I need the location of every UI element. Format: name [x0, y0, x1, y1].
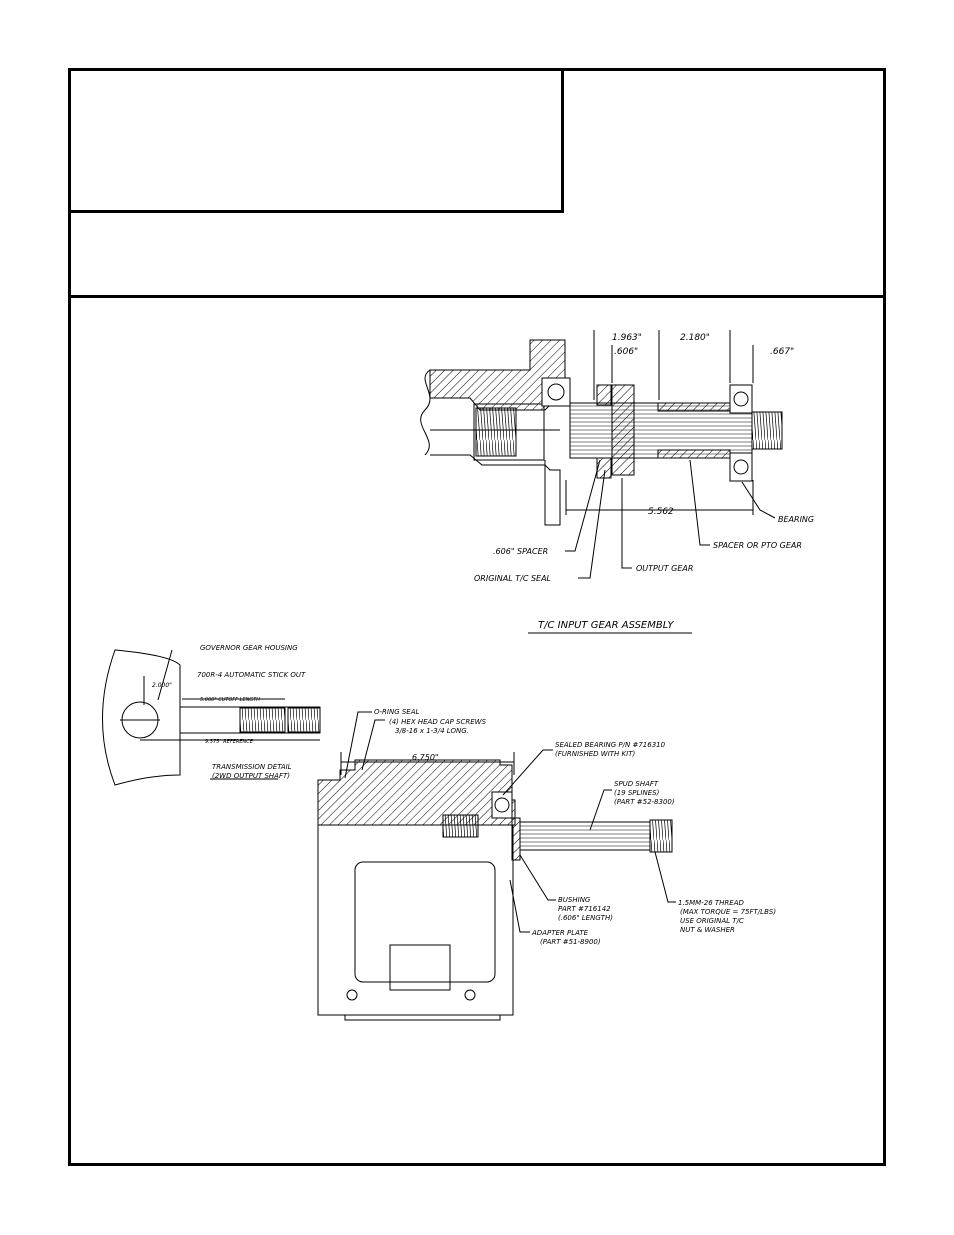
callout-spacer-606: .606" SPACER [493, 547, 549, 556]
dim-6750: 6.750" [412, 753, 439, 762]
bushing [512, 818, 520, 860]
dim-2180: 2.180" [680, 333, 710, 343]
cap-screws-line1: (4) HEX HEAD CAP SCREWS [389, 718, 487, 726]
upper-spacer-bottom [658, 450, 730, 458]
spud-shaft-thread [650, 820, 672, 852]
adapter-top-flange [318, 760, 515, 825]
dim-1963: 1.963" [612, 333, 642, 343]
caption-tc-input-gear: T/C INPUT GEAR ASSEMBLY [538, 620, 674, 631]
thread-line1: 1.5MM-26 THREAD [678, 899, 744, 907]
spud-shaft-line1: SPUD SHAFT [614, 780, 659, 788]
internal-gear [443, 815, 478, 837]
dim-667: .667" [770, 347, 795, 357]
upper-right-bearing-bottom [730, 453, 752, 481]
spud-shaft [520, 822, 650, 850]
sealed-bearing-line1: SEALED BEARING P/N #716310 [555, 741, 666, 749]
callout-spacer-pto: SPACER OR PTO GEAR [713, 541, 802, 550]
dim-2000: 2.000" [152, 682, 172, 689]
thread-line4: NUT & WASHER [680, 926, 735, 934]
output-shaft-end [288, 708, 320, 732]
sealed-bearing-line2: (FURNISHED WITH KIT) [555, 750, 636, 758]
dim-606: .606" [614, 347, 639, 357]
adapter-inner-box [390, 945, 450, 990]
upper-seal [597, 385, 611, 405]
bushing-line1: BUSHING [558, 896, 591, 904]
upper-thread-end [752, 412, 782, 449]
adapter-plate-line1: ADAPTER PLATE [532, 929, 589, 937]
thread-line2: (MAX TORQUE = 75FT/LBS) [680, 908, 777, 916]
thread-line3: USE ORIGINAL T/C [680, 917, 744, 925]
governor-housing-outline [103, 650, 181, 785]
upper-assembly [421, 330, 782, 633]
upper-housing-lower [430, 455, 560, 525]
transmission-caption-1: TRANSMISSION DETAIL [212, 763, 292, 771]
adapter-body [318, 825, 513, 1015]
output-shaft-splines [240, 708, 285, 732]
callout-tc-seal: ORIGINAL T/C SEAL [474, 574, 552, 583]
upper-left-bearing [542, 378, 570, 406]
cutoff-length-label: 5.000" CUTOFF LENGTH [200, 697, 261, 703]
spud-shaft-line2: (19 SPLINES) [614, 789, 660, 797]
upper-right-bearing-top [730, 385, 752, 413]
o-ring-seal-label: O-RING SEAL [374, 708, 420, 716]
callout-bearing: BEARING [778, 515, 815, 524]
upper-housing-wave [421, 370, 430, 455]
governor-housing-label: GOVERNOR GEAR HOUSING [200, 644, 298, 652]
transmission-caption-2: (2WD OUTPUT SHAFT) [212, 772, 291, 780]
adapter-inner-panel [355, 862, 495, 982]
spud-shaft-line3: (PART #52-8300) [614, 798, 675, 806]
bushing-line3: (.606" LENGTH) [558, 914, 614, 922]
lower-assembly [318, 712, 676, 1020]
dim-5562: 5.562 [648, 507, 674, 517]
callout-output-gear: OUTPUT GEAR [636, 564, 694, 573]
upper-spacer-top [658, 403, 730, 411]
adapter-plate-line2: (PART #51-8900) [540, 938, 601, 946]
upper-output-gear [612, 385, 634, 475]
bushing-line2: PART #716142 [558, 905, 611, 913]
reference-label: 9.375" REFERENCE [205, 739, 253, 745]
upper-internal-thread [476, 408, 516, 456]
stick-out-label: 700R-4 AUTOMATIC STICK OUT [197, 671, 306, 679]
cap-screws-line2: 3/8-16 x 1-3/4 LONG. [395, 727, 469, 735]
